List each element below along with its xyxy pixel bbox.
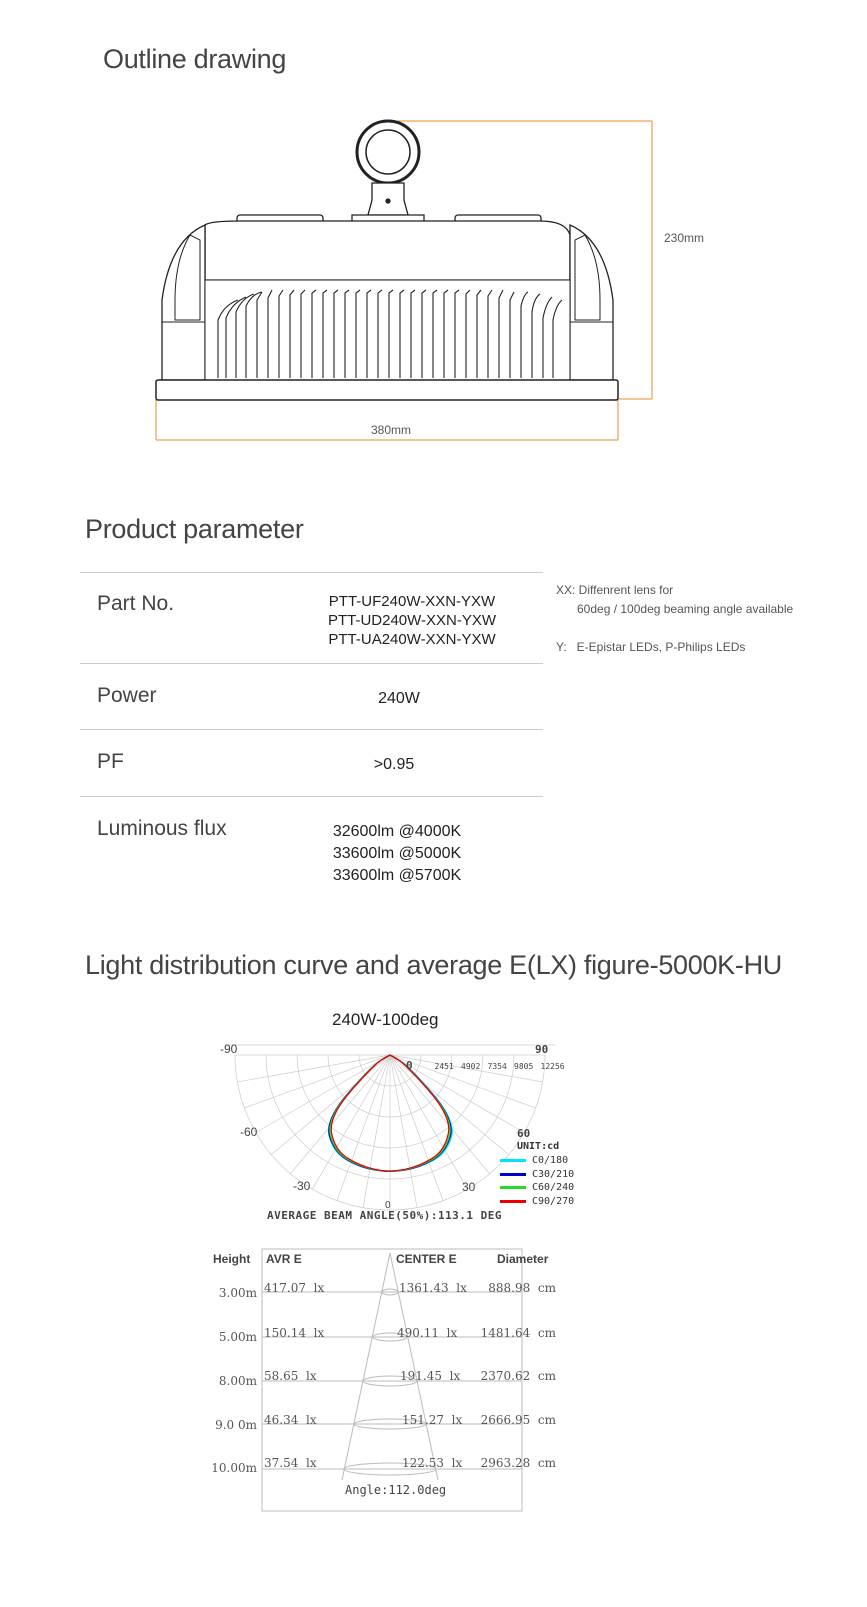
legend-label: C60/240 — [532, 1182, 575, 1194]
table-divider — [80, 729, 543, 730]
table-divider — [80, 663, 543, 664]
legend-item — [500, 1168, 574, 1182]
param-value-luminous-flux — [300, 821, 494, 887]
legend-label: C30/210 — [532, 1168, 575, 1180]
cell-center-e: 1361.43 lx — [399, 1281, 467, 1295]
param-value-pf: >0.95 — [373, 756, 415, 773]
legend-label: C0/180 — [532, 1155, 569, 1167]
header-avr-e: AVR E — [266, 1252, 302, 1266]
chart-legend — [500, 1154, 574, 1208]
param-value-part-no — [300, 592, 524, 649]
cell-height: 8.00m — [218, 1374, 257, 1388]
note-leds: Y: E-Epistar LEDs, P-Philips LEDs — [556, 640, 746, 654]
beam-angle-label: AVERAGE BEAM ANGLE(50%):113.1 DEG — [267, 1209, 503, 1222]
cell-diameter: 2666.95 cm — [480, 1413, 556, 1427]
note-beam-angle: 60deg / 100deg beaming angle available — [577, 602, 794, 616]
angle-label: -90 — [220, 1042, 238, 1056]
legend-swatch — [500, 1173, 526, 1176]
angle-label: 60 — [517, 1127, 531, 1140]
angle-label: 30 — [462, 1180, 476, 1194]
lamp-outline-drawing — [150, 115, 670, 445]
flux-line: 33600lm @5700K — [332, 867, 462, 884]
cell-height: 5.00m — [218, 1330, 257, 1344]
cell-avr-e: 46.34 lx — [264, 1413, 317, 1427]
cell-height: 9.0 0m — [215, 1418, 257, 1432]
cell-diameter: 2963.28 cm — [480, 1456, 556, 1470]
light-title: Light distribution curve and average E(LX) figure-5000K-HU — [85, 950, 782, 980]
height-dimension: 230mm — [664, 231, 705, 245]
cell-avr-e: 150.14 lx — [264, 1326, 325, 1340]
cell-avr-e: 58.65 lx — [264, 1369, 317, 1383]
outline-title: Outline drawing — [103, 44, 287, 74]
radial-tick-label: 2451 — [434, 1062, 454, 1071]
angle-label: 90 — [535, 1043, 549, 1056]
cell-diameter: 2370.62 cm — [480, 1369, 556, 1383]
cell-center-e: 490.11 lx — [397, 1326, 458, 1340]
angle-label: 0 — [385, 1200, 391, 1211]
legend-item — [500, 1181, 574, 1195]
legend-item — [500, 1154, 574, 1168]
part-no-line: PTT-UD240W-XXN-YXW — [327, 612, 497, 629]
param-value-power: 240W — [378, 690, 420, 707]
cell-center-e: 151.27 lx — [402, 1413, 463, 1427]
legend-label: C90/270 — [532, 1195, 575, 1207]
radial-tick-label: 4902 — [461, 1062, 481, 1071]
radial-tick-label: 0 — [406, 1059, 413, 1072]
params-title: Product parameter — [85, 514, 304, 544]
param-label-part-no: Part No. — [97, 592, 175, 615]
radial-tick-label: 9805 — [514, 1062, 534, 1071]
header-center-e: CENTER E — [396, 1252, 457, 1266]
flux-line: 32600lm @4000K — [332, 823, 462, 840]
width-dimension: 380mm — [371, 423, 412, 437]
param-label-power: Power — [97, 684, 157, 707]
unit-label: UNIT:cd — [517, 1141, 560, 1152]
part-no-line: PTT-UA240W-XXN-YXW — [328, 631, 496, 648]
chart-title: 240W-100deg — [332, 1010, 439, 1029]
cell-diameter: 1481.64 cm — [480, 1326, 556, 1340]
param-label-pf: PF — [97, 750, 124, 773]
table-divider — [80, 796, 543, 797]
header-diameter: Diameter — [497, 1252, 549, 1266]
legend-swatch — [500, 1200, 526, 1203]
header-height: Height — [213, 1252, 251, 1266]
cell-avr-e: 417.07 lx — [264, 1281, 325, 1295]
cell-center-e: 122.53 lx — [402, 1456, 463, 1470]
cone-angle-label: Angle:112.0deg — [345, 1483, 447, 1497]
cell-avr-e: 37.54 lx — [264, 1456, 317, 1470]
note-lens: XX: Diffenrent lens for — [556, 583, 674, 597]
flux-line: 33600lm @5000K — [332, 845, 462, 862]
part-no-line: PTT-UF240W-XXN-YXW — [328, 593, 496, 610]
cell-diameter: 888.98 cm — [488, 1281, 556, 1295]
radial-tick-label: 7354 — [487, 1062, 507, 1071]
legend-swatch — [500, 1159, 526, 1162]
angle-label: -30 — [293, 1179, 311, 1193]
table-divider — [80, 572, 543, 573]
angle-label: -60 — [240, 1125, 258, 1139]
radial-tick-label: 12256 — [540, 1062, 565, 1071]
cell-height: 3.00m — [218, 1286, 257, 1300]
legend-swatch — [500, 1186, 526, 1189]
cell-center-e: 191.45 lx — [400, 1369, 461, 1383]
legend-item — [500, 1195, 574, 1209]
cell-height: 10.00m — [211, 1461, 257, 1475]
param-label-luminous-flux: Luminous flux — [97, 817, 227, 840]
